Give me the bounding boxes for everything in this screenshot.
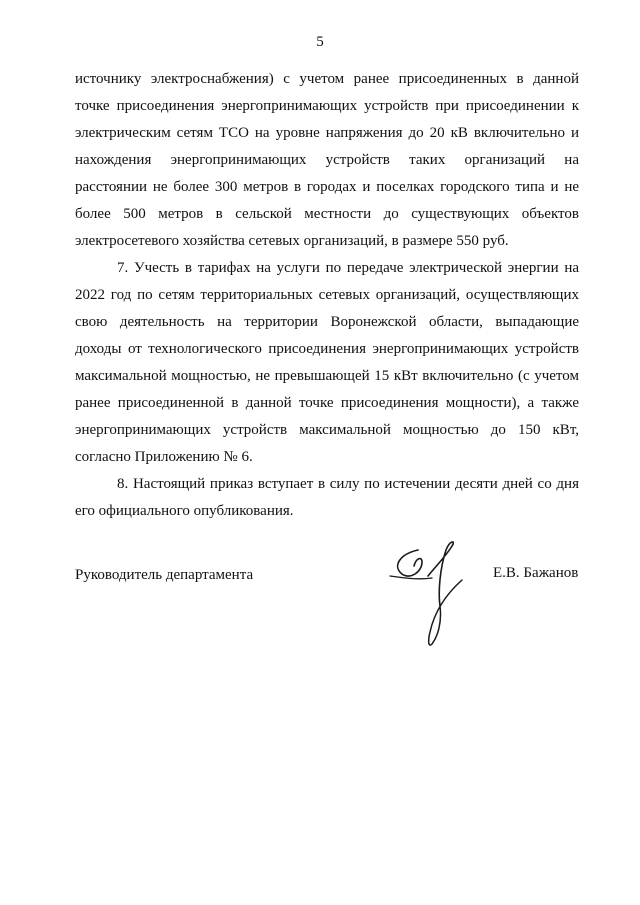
paragraph-line: источнику электроснабжения) с учетом ранее присоединенных в данной <box>75 71 579 87</box>
paragraph-8-line: его официального опубликования. <box>75 503 294 519</box>
paragraph-7-line: 2022 год по сетям территориальных сетевых организаций, осуществляющих <box>75 287 579 303</box>
paragraph-line: электросетевого хозяйства сетевых организаций, в размере 550 руб. <box>75 233 509 249</box>
paragraph-7-line: свою деятельность на территории Воронежской области, выпадающие <box>75 314 579 330</box>
signatory-title: Руководитель департамента <box>75 567 254 583</box>
paragraph-7-line: максимальной мощностью, не превышающей 15 кВт включительно (с учетом <box>75 368 579 384</box>
paragraph-7-line: энергопринимающих устройств максимальной мощностью до 150 кВт, <box>75 422 579 438</box>
paragraph-7-line: 7. Учесть в тарифах на услуги по передаче электрической энергии на <box>117 260 579 276</box>
paragraph-8-line: 8. Настоящий приказ вступает в силу по истечении десяти дней со дня <box>117 476 579 492</box>
paragraph-line: электрическим сетям ТСО на уровне напряжения до 20 кВ включительно и <box>75 125 579 141</box>
paragraph-7-line: ранее присоединенной в данной точке присоединения мощности), а также <box>75 395 579 411</box>
paragraph-7-line: доходы от технологического присоединения энергопринимающих устройств <box>75 341 579 357</box>
handwritten-signature <box>388 536 478 648</box>
paragraph-line: расстоянии не более 300 метров в городах и поселках городского типа и не <box>75 179 579 195</box>
paragraph-line: нахождения энергопринимающих устройств таких организаций на <box>75 152 579 168</box>
signatory-name: Е.В. Бажанов <box>493 565 579 581</box>
paragraph-7-line: согласно Приложению № 6. <box>75 449 253 465</box>
paragraph-line: точке присоединения энергопринимающих устройств при присоединении к <box>75 98 579 114</box>
page-number: 5 <box>316 34 324 50</box>
paragraph-line: более 500 метров в сельской местности до существующих объектов <box>75 206 579 222</box>
